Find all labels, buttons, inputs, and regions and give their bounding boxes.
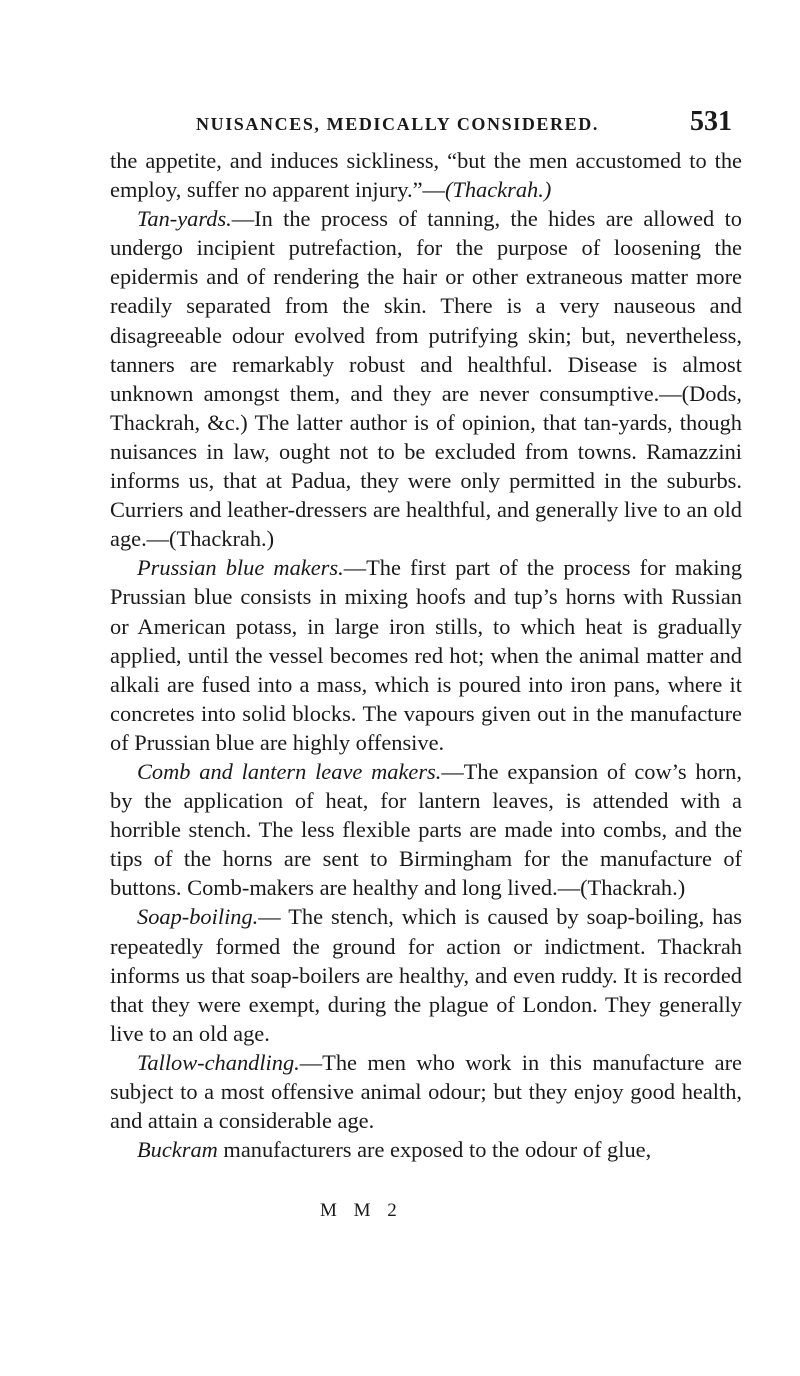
- paragraph-comb-lantern: [110, 757, 742, 902]
- run-in-heading: Prussian blue makers.: [137, 555, 344, 581]
- page-header: [110, 100, 742, 140]
- signature-mark: M M 2: [320, 1200, 403, 1221]
- run-in-heading: Buckram: [137, 1137, 218, 1163]
- paragraph-text: —The expansion of cow’s horn, by the application of heat, for lantern leaves, is attended with a horrible stench. The less flexible parts are made into combs, and the tips of the horns are sent to Birmingham for the manufacture of buttons. Comb-makers are healthy and long lived.—(Thackrah.): [110, 758, 742, 901]
- run-in-heading: Tan-yards.: [137, 206, 232, 232]
- paragraph-prussian-blue: [110, 553, 742, 757]
- paragraph-continuation: [110, 146, 742, 204]
- paragraph-tan-yards: [110, 204, 742, 553]
- paragraph-text: —The men who work in this manufacture are subject to a most offensive animal odour; but they enjoy good health, and attain a considerable age.: [110, 1049, 742, 1134]
- running-head: NUISANCES, MEDICALLY CONSIDERED.: [196, 114, 599, 134]
- run-in-heading: Tallow-chandling.: [137, 1049, 300, 1075]
- paragraph-text: —The first part of the process for making Prussian blue consists in mixing hoofs and tup’s horns with Russian or American potass, in large iron stills, to which heat is gradually applied, until the vessel becomes red hot; when the animal matter and alkali are fused into a mass, which is poured into iron pans, where it concretes into solid blocks. The vapours given out in the manufacture of Prussian blue are highly offensive.: [110, 555, 743, 755]
- body-text: [110, 146, 742, 1164]
- paragraph-text: — The stench, which is caused by soap-boiling, has repeatedly formed the ground for action or indictment. Thackrah informs us that soap-boilers are healthy, and even ruddy. It is recorded that they were exempt, during the plague of London. They generally live to an old age.: [110, 904, 742, 1046]
- paragraph-text: manufacturers are exposed to the odour of glue,: [217, 1137, 652, 1163]
- paragraph-text: the appetite, and induces sickliness, “but the men accustomed to the employ, suffer no apparent injury.”—: [110, 148, 742, 203]
- run-in-heading: Soap-boiling.: [137, 904, 259, 930]
- citation: (Thackrah.): [444, 177, 552, 203]
- paragraph-tallow-chandling: [110, 1048, 742, 1135]
- paragraph-text: —In the process of tanning, the hides are allowed to undergo incipient putrefaction, for the purpose of loosening the epidermis and of rendering the hair or other extraneous matter more readily separated from the skin. There is a very nauseous and disagreeable odour evolved from putrifying skin; but, nevertheless, tanners are remarkably robust and healthful. Disease is almost unknown amongst them, and they are never consumptive.—(Dods, Thackrah, &c.) The latter author is of opinion, that tan-yards, though nuisances in law, ought not to be excluded from towns. Ramazzini informs us, that at Padua, they were only permitted in the suburbs. Curriers and leather-dressers are healthful, and generally live to an old age.—(Thackrah.): [110, 206, 742, 552]
- book-page: [110, 0, 742, 1376]
- paragraph-buckram: [110, 1135, 742, 1164]
- run-in-heading: Comb and lantern leave makers.: [137, 758, 442, 784]
- paragraph-soap-boiling: [110, 902, 742, 1047]
- page-number: 531: [690, 106, 732, 137]
